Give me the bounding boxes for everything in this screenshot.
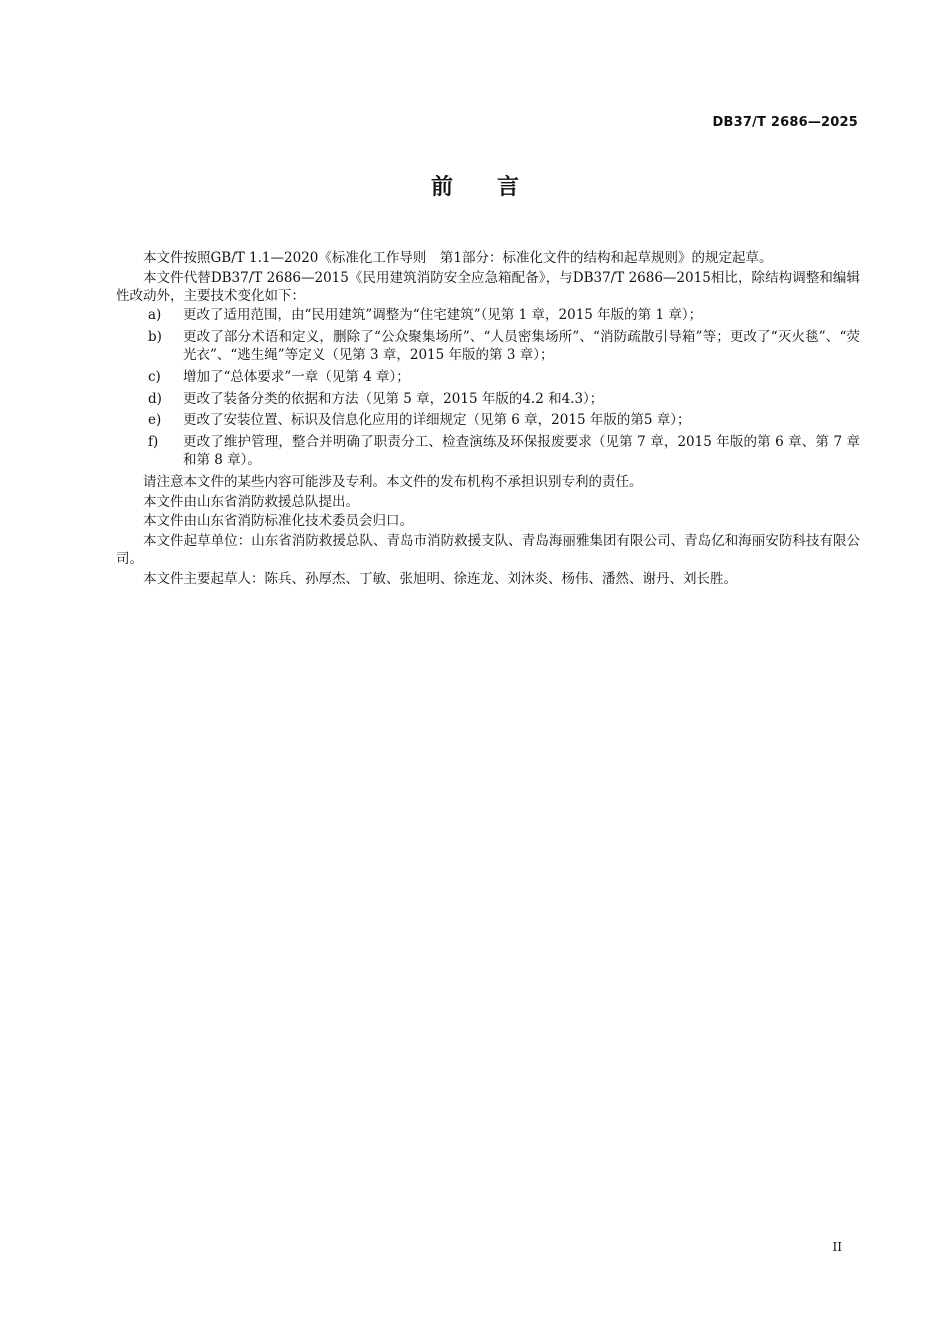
list-item-text: 更改了安装位置、标识及信息化应用的详细规定（见第 6 章，2015 年版的第5 章）； bbox=[183, 412, 691, 429]
paragraph-technical-committee: 本文件由山东省消防标准化技术委员会归口。 bbox=[143, 513, 413, 530]
list-item-text: 增加了“总体要求”一章（见第 4 章）； bbox=[183, 368, 410, 385]
list-item bbox=[116, 329, 860, 365]
paragraph-replacement: 本文件代替DB37/T 2686—2015《民用建筑消防安全应急箱配备》，与DB37/T 2686—2015相比，除结构调整和编辑性改动外，主要技术变化如下： bbox=[116, 269, 860, 304]
list-item-label: c) bbox=[148, 368, 161, 385]
paragraph-patent-notice: 请注意本文件的某些内容可能涉及专利。本文件的发布机构不承担识别专利的责任。 bbox=[143, 473, 643, 490]
foreword-body bbox=[116, 250, 860, 591]
list-item-label: b) bbox=[148, 329, 162, 346]
paragraph-drafters: 本文件主要起草人：陈兵、孙厚杰、丁敏、张旭明、徐连龙、刘沐炎、杨伟、潘然、谢丹、刘长胜。 bbox=[143, 570, 737, 587]
page-number: II bbox=[832, 1240, 842, 1254]
paragraph-drafting-units: 本文件起草单位：山东省消防救援总队、青岛市消防救援支队、青岛海丽雅集团有限公司、青岛亿和海丽安防科技有限公司。 bbox=[116, 533, 860, 567]
changes-list bbox=[116, 307, 860, 469]
list-item-label: e) bbox=[148, 412, 162, 429]
list-item-text: 更改了适用范围，由“民用建筑”调整为“住宅建筑”（见第 1 章，2015 年版的第 1 章）； bbox=[183, 307, 703, 324]
list-item bbox=[116, 434, 860, 470]
list-item-text: 更改了部分术语和定义，删除了“公众聚集场所”、“人员密集场所”、“消防疏散引导箱”等；更改了“灭火毯”、“荧光衣”、“逃生绳”等定义（见第 3 章，2015 年版的第 3 章）； bbox=[183, 329, 860, 363]
list-item-text: 更改了维护管理，整合并明确了职责分工、检查演练及环保报废要求（见第 7 章，2015 年版的第 6 章、第 7 章和第 8 章）。 bbox=[183, 434, 860, 468]
paragraph-proposer: 本文件由山东省消防救援总队提出。 bbox=[143, 493, 359, 510]
list-item-label: a) bbox=[148, 307, 162, 324]
list-item-text: 更改了装备分类的依据和方法（见第 5 章，2015 年版的4.2 和4.3）； bbox=[183, 390, 604, 407]
list-item bbox=[116, 307, 860, 325]
list-item bbox=[116, 412, 860, 430]
document-code: DB37/T 2686—2025 bbox=[712, 115, 858, 130]
paragraph-drafting-rules: 本文件按照GB/T 1.1—2020《标准化工作导则 第1部分：标准化文件的结构和起草规则》的规定起草。 bbox=[143, 250, 773, 266]
list-item bbox=[116, 369, 860, 387]
list-item bbox=[116, 391, 860, 409]
list-item-label: d) bbox=[148, 390, 162, 407]
list-item-label: f) bbox=[148, 434, 159, 451]
page-title: 前 言 bbox=[430, 175, 519, 200]
